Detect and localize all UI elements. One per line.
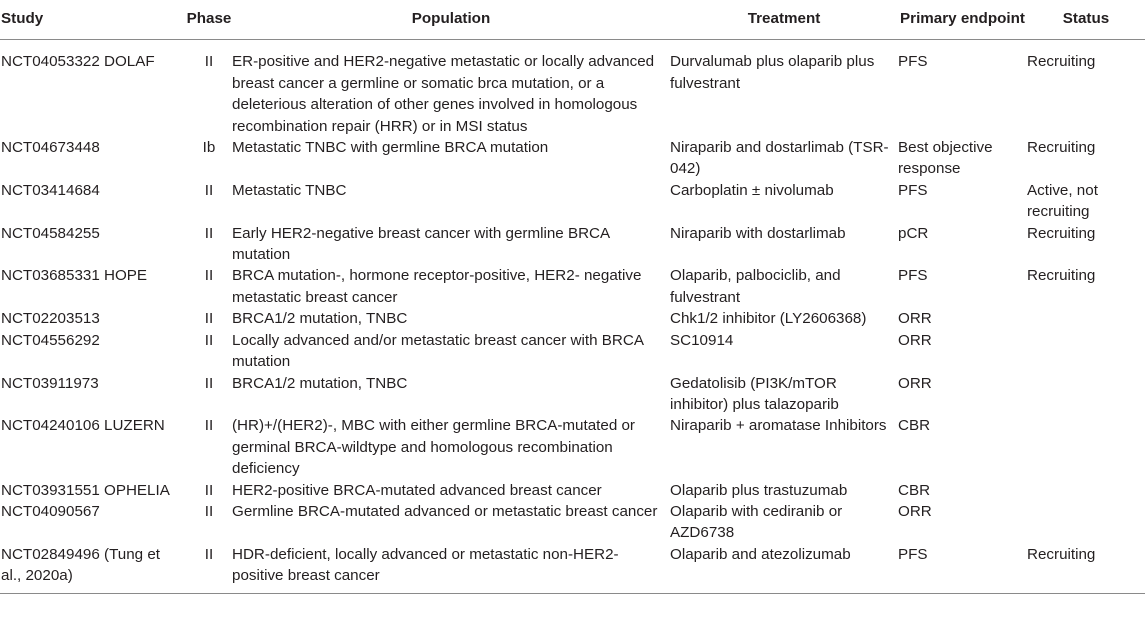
cell-population: Early HER2-negative breast cancer with germline BRCA mutation	[232, 224, 610, 264]
header-endpoint: Primary endpoint	[898, 0, 1027, 40]
header-treatment: Treatment	[670, 0, 898, 40]
cell-treatment: Olaparib plus trastuzumab	[670, 481, 848, 499]
cell-treatment: Chk1/2 inhibitor (LY2606368)	[670, 310, 867, 328]
cell-endpoint: ORR	[898, 374, 932, 392]
cell-study: NCT04240106 LUZERN	[1, 417, 165, 435]
cell-study: NCT04556292	[1, 331, 100, 349]
cell-treatment: Olaparib and atezolizumab	[670, 544, 898, 593]
cell-study: NCT03911973	[1, 374, 99, 392]
cell-population: (HR)+/(HER2)-, MBC with either germline BRCA-mutated or germinal BRCA-wildtype and homologous recombination deficiency	[232, 417, 635, 478]
cell-treatment: Gedatolisib (PI3K/mTOR inhibitor) plus talazoparib	[670, 374, 839, 413]
table-row	[0, 480, 1145, 501]
cell-endpoint: ORR	[898, 502, 932, 520]
cell-endpoint: ORR	[898, 331, 932, 349]
cell-treatment: Niraparib with dostarlimab	[670, 224, 846, 242]
table-row	[0, 137, 1145, 180]
cell-phase: II	[204, 417, 214, 435]
cell-study: NCT04584255	[1, 224, 100, 242]
cell-endpoint: pCR	[898, 224, 929, 242]
cell-status: Recruiting	[1027, 544, 1145, 593]
cell-status	[1027, 415, 1145, 479]
cell-endpoint: PFS	[898, 53, 928, 71]
cell-treatment: Niraparib and dostarlimab (TSR-042)	[670, 139, 889, 178]
cell-endpoint: PFS	[898, 181, 928, 199]
cell-phase: II	[204, 310, 214, 328]
cell-phase: II	[204, 267, 214, 285]
cell-phase: II	[204, 181, 214, 199]
table-row	[0, 544, 1145, 593]
cell-population: Germline BRCA-mutated advanced or metastatic breast cancer	[232, 502, 658, 520]
cell-status	[1027, 480, 1145, 501]
cell-endpoint: CBR	[898, 417, 931, 435]
cell-study: NCT04053322 DOLAF	[1, 53, 155, 71]
table-row	[0, 501, 1145, 544]
cell-study: NCT02203513	[1, 310, 100, 328]
cell-endpoint: PFS	[898, 544, 1027, 593]
cell-status	[1027, 330, 1145, 373]
cell-phase: II	[204, 481, 214, 499]
table-row	[0, 265, 1145, 308]
cell-status: Recruiting	[1027, 267, 1096, 285]
table-row	[0, 373, 1145, 416]
cell-population: Metastatic TNBC	[232, 181, 347, 199]
cell-treatment: Olaparib with cediranib or AZD6738	[670, 502, 843, 542]
cell-status: Active, not recruiting	[1027, 181, 1098, 221]
cell-phase: Ib	[202, 139, 216, 157]
cell-population: BRCA mutation-, hormone receptor-positive, HER2- negative metastatic breast cancer	[232, 267, 642, 306]
cell-study: NCT03414684	[1, 181, 100, 199]
table-row	[0, 415, 1145, 479]
table-row	[0, 308, 1145, 329]
cell-status: Recruiting	[1027, 53, 1096, 71]
cell-study: NCT04673448	[1, 139, 100, 157]
cell-phase: II	[204, 502, 214, 520]
header-phase: Phase	[186, 0, 232, 40]
table-row	[0, 330, 1145, 373]
header-study: Study	[0, 0, 186, 40]
cell-phase: II	[186, 544, 232, 593]
cell-status	[1027, 501, 1145, 544]
cell-treatment: Carboplatin ± nivolumab	[670, 181, 834, 199]
cell-population: HDR-deficient, locally advanced or metastatic non-HER2-positive breast cancer	[232, 544, 670, 593]
header-row	[0, 0, 1145, 40]
cell-phase: II	[204, 53, 214, 71]
cell-population: ER-positive and HER2-negative metastatic or locally advanced breast cancer a germline or somatic brca mutation, or a deleterious alteration of other genes involved in homologous recombination repair (HRR) or in MSI status	[232, 53, 655, 135]
header-status: Status	[1027, 0, 1145, 40]
cell-study: NCT03931551 OPHELIA	[1, 481, 170, 499]
cell-status: Recruiting	[1027, 139, 1096, 157]
cell-study: NCT02849496 (Tung et al., 2020a)	[0, 544, 186, 593]
cell-status	[1027, 373, 1145, 416]
cell-status: Recruiting	[1027, 224, 1096, 242]
table-row	[0, 223, 1145, 266]
cell-phase: II	[204, 374, 214, 392]
cell-population: Locally advanced and/or metastatic breast cancer with BRCA mutation	[232, 331, 644, 371]
table-row	[0, 180, 1145, 223]
cell-population: BRCA1/2 mutation, TNBC	[232, 310, 408, 328]
cell-phase: II	[204, 224, 214, 242]
cell-treatment: Durvalumab plus olaparib plus fulvestrant	[670, 53, 875, 92]
cell-endpoint: Best objective response	[898, 139, 993, 178]
cell-study: NCT04090567	[1, 502, 100, 520]
cell-population: BRCA1/2 mutation, TNBC	[232, 374, 408, 392]
cell-status	[1027, 308, 1145, 329]
cell-phase: II	[204, 331, 214, 349]
cell-treatment: Niraparib + aromatase Inhibitors	[670, 417, 887, 435]
cell-endpoint: ORR	[898, 310, 932, 328]
cell-endpoint: CBR	[898, 481, 931, 499]
header-population: Population	[232, 0, 670, 40]
cell-treatment: SC10914	[670, 331, 734, 349]
cell-population: HER2-positive BRCA-mutated advanced breast cancer	[232, 481, 602, 499]
table-row	[0, 40, 1145, 137]
cell-study: NCT03685331 HOPE	[1, 267, 148, 285]
cell-treatment: Olaparib, palbociclib, and fulvestrant	[670, 267, 841, 306]
cell-endpoint: PFS	[898, 267, 928, 285]
cell-population: Metastatic TNBC with germline BRCA mutation	[232, 139, 549, 157]
